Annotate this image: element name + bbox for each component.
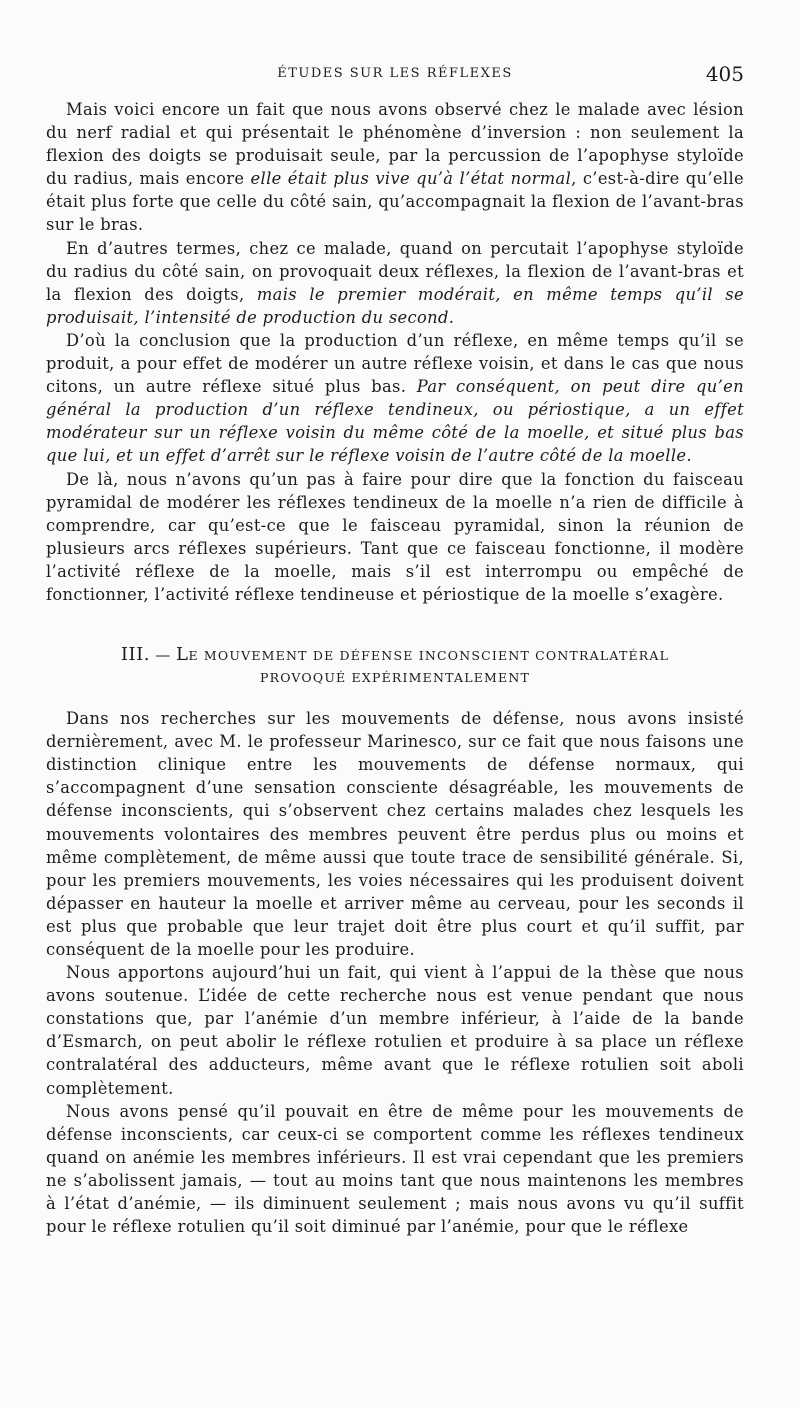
- paragraph: Nous apportons aujourd’hui un fait, qui vient à l’appui de la thèse que nous avons soutenue. L’idée de cette recherche nous est venue pendant que nous constations que, par l’anémie d’un membre inférieur, à l’aide de la bande d’Esmarch, on peut abolir le réflexe rotulien et produire à sa place un réflexe contralatéral des adducteurs, même avant que le réflexe rotulien soit aboli complètement.: [46, 963, 744, 1098]
- section-numeral: III.: [120, 644, 150, 666]
- paragraph: [46, 329, 744, 468]
- section-title-line-1: E MOUVEMENT DE DÉFENSE INCONSCIENT CONTRALATÉRAL: [188, 648, 670, 664]
- paragraph: [46, 237, 744, 329]
- text-run: Mais voici encore un fait que nous avons observé chez le malade avec lésion du nerf radial et qui présentait le phénomène d’inversion : non seulement la flexion des doigts se produisait seule, par la percussion de l’apophyse styloïde du radius, mais encore: [46, 100, 744, 189]
- text-run: De là, nous n’avons qu’un pas à faire pour dire que la fonction du faisceau pyramidal de modérer les réflexes tendineux de la moelle n’a rien de difficile à comprendre, car qu’est-ce que le faisceau pyramidal, sinon la réunion de plusieurs arcs réflexes supérieurs. Tant que ce faisceau fonctionne, il modère l’activité réflexe de la moelle, mais s’il est interrompu ou empêché de fonctionner, l’activité réflexe tendineuse et périostique de la moelle s’exagère.: [46, 469, 744, 604]
- italic-run: mais le premier modérait, en même temps qu’il se produisait, l’intensité de production du second.: [46, 284, 744, 327]
- section-title-line-2: PROVOQUÉ EXPÉRIMENTALEMENT: [259, 670, 531, 686]
- text-run: , c’est-à-dire qu’elle était plus forte que celle du côté sain, qu’accompagnait la flexion de l’avant-bras sur le bras.: [46, 169, 744, 235]
- paragraph: Dans nos recherches sur les mouvements de défense, nous avons insisté dernièrement, avec M. le professeur Marinesco, sur ce fait que nous faisons une distinction clinique entre les mouvements de défense normaux, qui s’accompagnent d’une sensation consciente désagréable, les mouvements de défense inconscients, qui s’observent chez certains malades chez lesquels les mouvements volontaires des membres peuvent être perdus plus ou moins et même complètement, de même aussi que toute trace de sensibilité générale. Si, pour les premiers mouvements, les voies nécessaires qui les produisent doivent dépasser en hauteur la moelle et arriver même au cerveau, pour les seconds il est plus que probable que leur trajet doit être plus court et qu’il suffit, par conséquent de la moelle pour les produire.: [46, 709, 744, 959]
- section-heading-line-1: [46, 644, 744, 667]
- page-header: [46, 64, 744, 90]
- text-run: En d’autres termes, chez ce malade, quand on percutait l’apophyse styloïde du radius du côté sain, on provoquait deux réflexes, la flexion de l’avant-bras et la flexion des doigts,: [46, 238, 744, 304]
- page-number: 405: [705, 62, 744, 86]
- body-text: [46, 98, 744, 1238]
- italic-run: Par conséquent, on peut dire qu’en général la production d’un réflexe tendineux, ou périostique, a un effet modérateur sur un réflexe voisin du même côté de la moelle, et situé plus bas que lui, et un effet d’arrêt sur le réflexe voisin de l’autre côté de la moelle.: [46, 377, 744, 466]
- paragraph: [46, 98, 744, 237]
- section-dash: —: [155, 646, 171, 665]
- italic-run: elle était plus vive qu’à l’état normal: [250, 169, 572, 189]
- paragraph: Nous avons pensé qu’il pouvait en être de même pour les mouvements de défense inconscients, car ceux-ci se comportent comme les réflexes tendineux quand on anémie les membres inférieurs. Il est vrai cependant que les premiers ne s’abolissent jamais, — tout au moins tant que nous maintenons les membres à l’état d’anémie, — ils diminuent seulement ; mais nous avons vu qu’il suffit pour le réflexe rotulien qu’il soit diminué par l’anémie, pour que le réflexe: [46, 1101, 744, 1237]
- running-head: ÉTUDES SUR LES RÉFLEXES: [277, 66, 513, 81]
- paragraph: [46, 468, 744, 607]
- section-heading: [46, 644, 744, 689]
- text-run: D’où la conclusion que la production d’un réflexe, en même temps qu’il se produit, a pour effet de modérer un autre réflexe voisin, et dans le cas que nous citons, un autre réflexe situé plus bas.: [46, 330, 744, 397]
- section-title-initial: L: [175, 644, 189, 666]
